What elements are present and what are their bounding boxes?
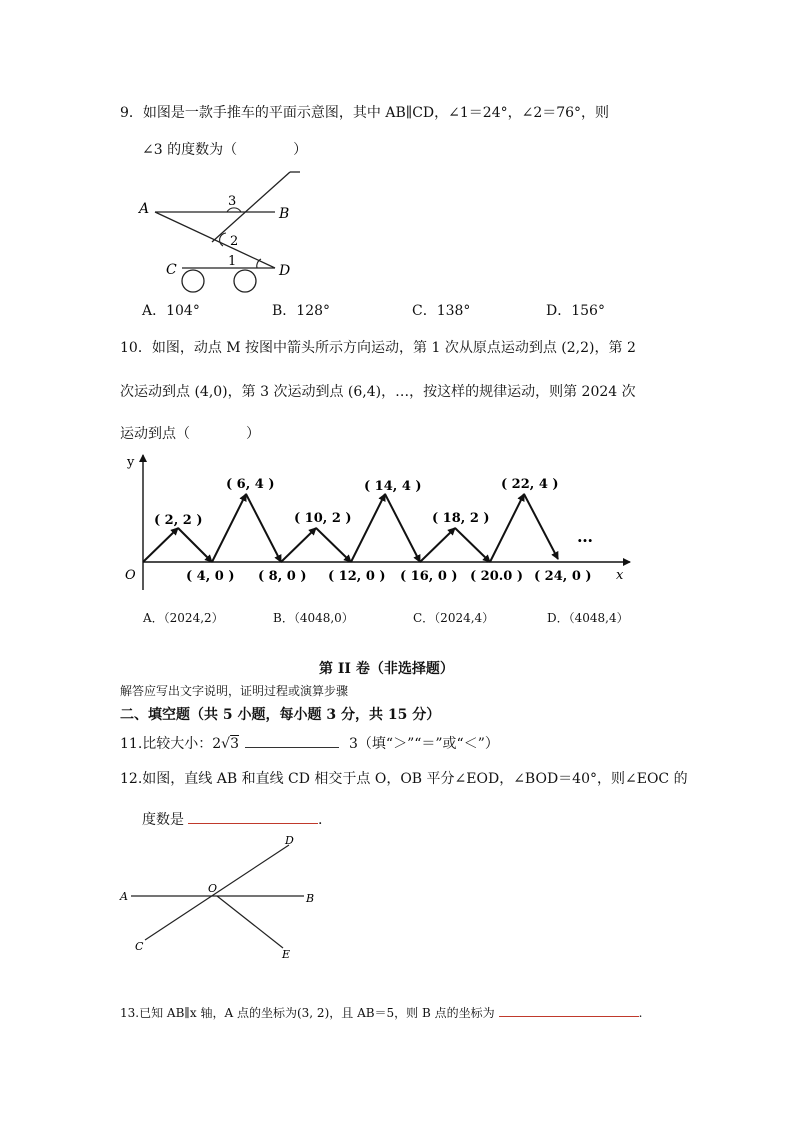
q10-point-label: ( 18, 2 ) [432,511,490,526]
q11-suffix: 3（填“＞”“＝”或“＜”） [349,736,499,752]
q12-label-b: B [306,892,315,905]
q9-label-d: D [279,263,291,279]
q13-answer-blank[interactable] [499,1003,639,1017]
q9-angle-2-label: 2 [230,234,239,249]
q9-label-b: B [279,206,290,222]
q13-line [120,1003,642,1022]
section-fill-in-heading: 二、填空题（共 5 小题，每小题 3 分，共 15 分） [120,707,441,723]
q11-prefix: 11.比较大小：2 [120,736,222,752]
q10-option-a: A．（2024,2） [143,611,224,625]
q10-option-d: D．（4048,4） [547,611,629,625]
q12-prefix: 度数是 [142,812,184,828]
q9-label-c: C [166,262,177,278]
q10-point-label: ( 10, 2 ) [294,511,352,526]
q9-stem-line2: ∠3 的度数为（ ） [142,142,308,158]
q10-point-label: ( 12, 0 ) [328,569,386,584]
part2-note: 解答应写出文字说明，证明过程或演算步骤 [120,684,349,698]
q9-stem-line1: 9．如图是一款手推车的平面示意图，其中 AB∥CD，∠1＝24°，∠2＝76°，则 [120,105,610,121]
q10-point-label: ( 6, 4 ) [226,477,275,492]
q10-stem-line2: 次运动到点 (4,0)，第 3 次运动到点 (6,4)，…，按这样的规律运动，则第 2024 次 [120,384,636,400]
q12-label-o: O [208,882,218,895]
q12-label-d: D [285,834,294,847]
q12-label-e: E [282,948,291,961]
q9-angle-3-label: 3 [228,194,237,209]
q10-option-b: B．（4048,0） [273,611,354,625]
q9-label-a: A [139,201,150,217]
q13-period: . [638,1006,643,1020]
q10-point-label: ( 24, 0 ) [534,569,592,584]
q10-stem-line3: 运动到点（ ） [120,426,260,442]
q10-x-axis-label: x [616,568,624,583]
q10-y-axis-label: y [127,455,135,470]
q10-point-label: ( 2, 2 ) [154,513,203,528]
q10-ellipsis: … [577,527,593,546]
q12-label-a: A [120,890,128,903]
q10-point-label: ( 14, 4 ) [364,479,422,494]
q10-point-label: ( 20.0 ) [470,569,524,584]
q10-point-label: ( 16, 0 ) [400,569,458,584]
sqrt-symbol: √ [221,736,231,752]
q9-option-c: C．138° [412,303,471,319]
q9-option-d: D．156° [546,303,605,319]
part2-title: 第 II 卷（非选择题） [319,661,454,677]
q12-stem-line1: 12.如图，直线 AB 和直线 CD 相交于点 O，OB 平分∠EOD，∠BOD＝40°，则∠EOC 的 [120,771,688,787]
q12-period: . [318,812,323,828]
q10-point-label: ( 22, 4 ) [501,477,559,492]
q13-text: 13.已知 AB∥x 轴，A 点的坐标为(3, 2)，且 AB＝5，则 B 点的坐标为 [120,1006,495,1020]
q10-point-label: ( 4, 0 ) [186,569,235,584]
q11-radicand: 3 [230,736,240,752]
q9-option-b: B．128° [272,303,331,319]
q9-option-a: A．104° [142,303,200,319]
q9-angle-1-label: 1 [228,254,237,269]
q10-stem-line1: 10．如图，动点 M 按图中箭头所示方向运动，第 1 次从原点运动到点 (2,2)，第 2 [120,340,636,356]
q10-option-c: C．（2024,4） [413,611,495,625]
q12-label-c: C [135,940,144,953]
q10-point-label: ( 8, 0 ) [258,569,307,584]
q10-origin-label: O [125,568,136,583]
